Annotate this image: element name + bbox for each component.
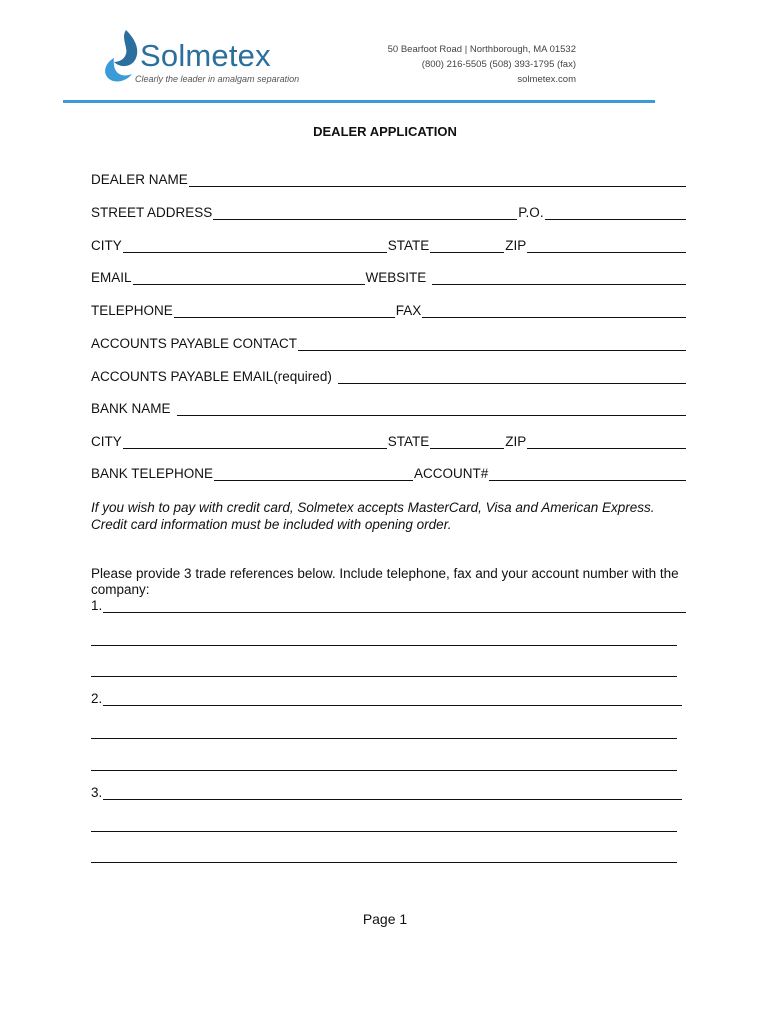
street-address-line[interactable] <box>213 206 517 220</box>
reference-3-line-3[interactable] <box>91 862 677 863</box>
brand-tagline: Clearly the leader in amalgam separation <box>135 74 300 84</box>
street-address-label: STREET ADDRESS <box>91 205 213 220</box>
bank-state-label: STATE <box>387 434 430 449</box>
city-line[interactable] <box>123 239 387 253</box>
reference-1-line-2[interactable] <box>91 645 677 646</box>
ap-contact-field <box>91 336 687 351</box>
reference-1-line[interactable] <box>103 599 686 613</box>
page-number: Page 1 <box>362 911 408 927</box>
ap-contact-label: ACCOUNTS PAYABLE CONTACT <box>91 336 298 351</box>
reference-2-line[interactable] <box>103 692 682 706</box>
website-line[interactable] <box>432 271 686 285</box>
header-divider <box>63 100 655 103</box>
bank-name-label: BANK NAME <box>91 401 171 416</box>
dealer-name-field <box>91 172 687 187</box>
city-label: CITY <box>91 238 122 253</box>
reference-3-number: 3. <box>91 785 103 800</box>
fax-label: FAX <box>395 303 422 318</box>
telephone-fax-field <box>91 303 687 318</box>
bank-city-state-zip-field <box>91 434 687 449</box>
reference-2-number: 2. <box>91 691 103 706</box>
page-title: DEALER APPLICATION <box>313 124 457 139</box>
bank-name-field <box>91 401 687 416</box>
bank-telephone-line[interactable] <box>214 467 413 481</box>
po-label: P.O. <box>518 205 544 220</box>
bank-city-line[interactable] <box>123 435 387 449</box>
ap-contact-line[interactable] <box>298 337 686 351</box>
zip-line[interactable] <box>527 239 686 253</box>
email-line[interactable] <box>133 271 365 285</box>
bank-telephone-label: BANK TELEPHONE <box>91 466 214 481</box>
ap-email-field <box>91 369 687 384</box>
telephone-label: TELEPHONE <box>91 303 173 318</box>
dealer-name-line[interactable] <box>189 173 686 187</box>
reference-3-line[interactable] <box>103 786 682 800</box>
ap-email-label: ACCOUNTS PAYABLE EMAIL(required) <box>91 369 332 384</box>
reference-1-line-3[interactable] <box>91 676 677 677</box>
bank-name-line[interactable] <box>177 402 686 416</box>
street-address-field <box>91 205 687 220</box>
company-phone-fax: (800) 216-5505 (508) 393-1795 (fax) <box>421 59 576 70</box>
ap-email-line[interactable] <box>338 370 686 384</box>
po-line[interactable] <box>545 206 686 220</box>
bank-city-label: CITY <box>91 434 122 449</box>
email-website-field <box>91 270 687 285</box>
account-line[interactable] <box>489 467 686 481</box>
dealer-name-label: DEALER NAME <box>91 172 188 187</box>
reference-3-field <box>91 785 683 800</box>
reference-3-line-2[interactable] <box>91 831 677 832</box>
website-label: WEBSITE <box>365 270 427 285</box>
email-label: EMAIL <box>91 270 132 285</box>
fax-line[interactable] <box>422 304 686 318</box>
references-intro: Please provide 3 trade references below. Include telephone, fax and your account number with the company: <box>91 566 679 597</box>
city-state-zip-field <box>91 238 687 253</box>
telephone-line[interactable] <box>174 304 395 318</box>
reference-1-number: 1. <box>91 598 103 613</box>
bank-zip-line[interactable] <box>527 435 686 449</box>
credit-card-note: If you wish to pay with credit card, Solmetex accepts MasterCard, Visa and American Express. Credit card information must be included with opening order. <box>91 500 655 532</box>
bank-zip-label: ZIP <box>505 434 527 449</box>
bank-telephone-account-field <box>91 466 687 481</box>
zip-label: ZIP <box>505 238 527 253</box>
company-address: 50 Bearfoot Road | Northborough, MA 01532 <box>387 44 576 55</box>
brand-name: Solmetex <box>140 38 271 73</box>
account-label: ACCOUNT# <box>414 466 489 481</box>
company-website: solmetex.com <box>517 74 576 85</box>
bank-state-line[interactable] <box>430 435 504 449</box>
state-line[interactable] <box>430 239 504 253</box>
reference-2-line-2[interactable] <box>91 738 677 739</box>
reference-2-field <box>91 691 683 706</box>
state-label: STATE <box>387 238 430 253</box>
reference-1-field <box>91 598 687 613</box>
reference-2-line-3[interactable] <box>91 770 677 771</box>
